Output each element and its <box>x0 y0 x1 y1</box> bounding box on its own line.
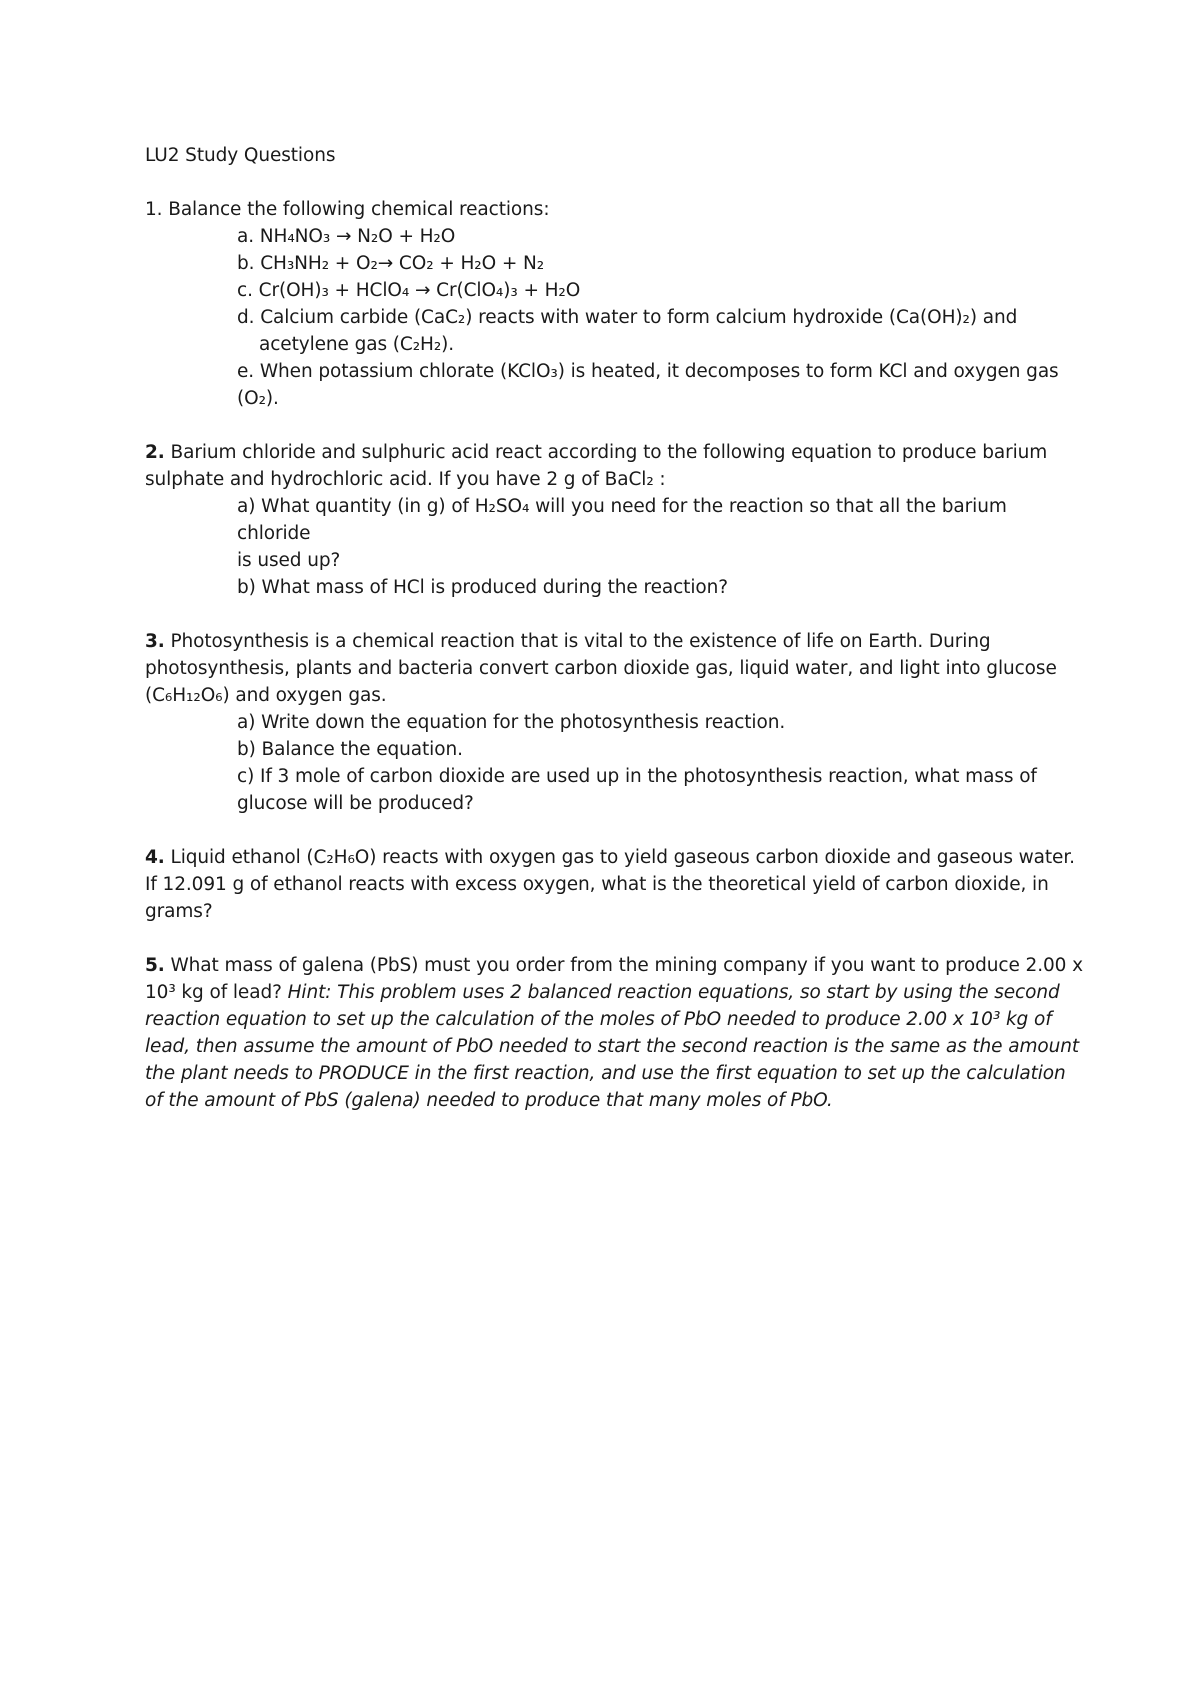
question-3-b: b) Balance the equation. <box>237 739 463 760</box>
question-1-b: b. CH₃NH₂ + O₂→ CO₂ + H₂O + N₂ <box>237 253 545 274</box>
question-2-a-line1: a) What quantity (in g) of H₂SO₄ will you need for the reaction so that all the barium chloride <box>237 496 1007 544</box>
question-1-e: e. When potassium chlorate (KClO₃) is heated, it decomposes to form KCl and oxygen gas (O₂). <box>237 361 1059 409</box>
question-2-a-line2: is used up? <box>237 550 341 571</box>
question-2-b: b) What mass of HCl is produced during the reaction? <box>237 577 728 598</box>
question-5-hint: Hint: This problem uses 2 balanced reaction equations, so start by using the second reaction equation to set up the calculation of the moles of PbO needed to produce 2.00 x 10³ kg of lead, then assume the amount of PbO needed to start the second reaction is the same as the amount the plant needs to PRODUCE in the first reaction, and use the first equation to set up the calculation of the amount of PbS (galena) needed to produce that many moles of PbO. <box>145 982 1080 1111</box>
question-5-text: What mass of galena (PbS) must you order from the mining company if you want to produce 2.00 x 10³ kg of lead? <box>145 955 1083 1003</box>
question-3-c-line2: glucose will be produced? <box>237 793 474 814</box>
document-page <box>145 142 1085 1141</box>
question-5-stem <box>145 952 1085 1114</box>
question-3-text: Photosynthesis is a chemical reaction that is vital to the existence of life on Earth. During photosynthesis, plants and bacteria convert carbon dioxide gas, liquid water, and light into glucose (C₆H₁₂O₆) and oxygen gas. <box>145 631 1057 706</box>
question-2-stem <box>145 439 1085 493</box>
question-1-d-line1: d. Calcium carbide (CaC₂) reacts with water to form calcium hydroxide (Ca(OH)₂) and <box>237 307 1018 328</box>
question-3-stem <box>145 628 1085 709</box>
question-3-c-line1: c) If 3 mole of carbon dioxide are used up in the photosynthesis reaction, what mass of <box>237 766 1037 787</box>
question-3 <box>145 628 1085 817</box>
question-4-stem <box>145 844 1085 925</box>
question-5 <box>145 952 1085 1114</box>
question-1-stem <box>145 196 1085 223</box>
question-1 <box>145 196 1085 412</box>
question-1-a: a. NH₄NO₃ → N₂O + H₂O <box>237 226 456 247</box>
document-title: LU2 Study Questions <box>145 145 336 166</box>
question-2-text: Barium chloride and sulphuric acid react according to the following equation to produce barium sulphate and hydrochloric acid. If you have 2 g of BaCl₂ : <box>145 442 1048 490</box>
question-2-number: 2. <box>145 442 165 463</box>
question-4-text: Liquid ethanol (C₂H₆O) reacts with oxygen gas to yield gaseous carbon dioxide and gaseous water. If 12.091 g of ethanol reacts with excess oxygen, what is the theoretical yield of carbon dioxide, in grams? <box>145 847 1075 922</box>
question-2 <box>145 439 1085 601</box>
question-3-a: a) Write down the equation for the photosynthesis reaction. <box>237 712 786 733</box>
question-3-number: 3. <box>145 631 165 652</box>
question-1-text: 1. Balance the following chemical reactions: <box>145 199 550 220</box>
question-4-number: 4. <box>145 847 165 868</box>
question-4 <box>145 844 1085 925</box>
question-5-number: 5. <box>145 955 165 976</box>
question-1-d-line2: acetylene gas (C₂H₂). <box>259 334 455 355</box>
question-1-c: c. Cr(OH)₃ + HClO₄ → Cr(ClO₄)₃ + H₂O <box>237 280 581 301</box>
